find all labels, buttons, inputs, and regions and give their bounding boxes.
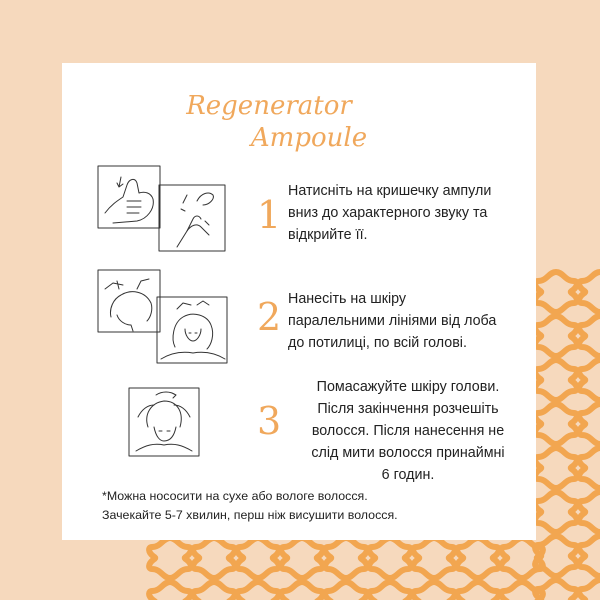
pattern-motif <box>579 536 600 576</box>
applying-ampoule-illustration <box>97 269 237 365</box>
pattern-motif <box>237 582 279 600</box>
instruction-card <box>62 63 536 540</box>
pattern-motif <box>535 404 577 444</box>
step-number: 2 <box>257 295 282 339</box>
pattern-motif <box>535 448 577 488</box>
product-title-line1: Regenerator <box>186 91 352 121</box>
footnote-line-2: Зачекайте 5-7 хвилин, перш ніж висушити волосся. <box>102 508 398 522</box>
step-number: 1 <box>257 193 282 237</box>
pattern-motif <box>149 538 191 578</box>
pattern-motif <box>579 360 600 400</box>
pattern-motif <box>579 316 600 356</box>
pattern-motif <box>149 582 191 600</box>
footnote-line-1: *Можна нососити на сухе або вологе волосся. <box>102 489 368 503</box>
pattern-motif <box>325 538 367 578</box>
pattern-motif <box>413 538 455 578</box>
scalp-massage-illustration <box>128 387 202 459</box>
step-text: Помасажуйте шкіру голови. Після закінчення розчешіть волосся. Після нанесення не слід мити волосся принаймні 6 годин. <box>311 379 505 483</box>
pattern-motif <box>369 538 411 578</box>
pattern-motif <box>193 582 235 600</box>
footnote <box>102 487 522 525</box>
pattern-motif <box>457 582 499 600</box>
pattern-motif <box>325 582 367 600</box>
pattern-motif <box>457 538 499 578</box>
pattern-motif <box>579 580 600 600</box>
pattern-motif <box>535 272 577 312</box>
pattern-motif <box>193 538 235 578</box>
pattern-motif <box>501 538 543 578</box>
pattern-motif <box>535 360 577 400</box>
pattern-motif <box>413 582 455 600</box>
pattern-motif <box>579 448 600 488</box>
pattern-motif <box>579 492 600 532</box>
pattern-motif <box>579 272 600 312</box>
pattern-motif <box>237 538 279 578</box>
pattern-motif <box>535 492 577 532</box>
pattern-motif <box>579 404 600 444</box>
pattern-motif <box>535 316 577 356</box>
pattern-motif <box>369 582 411 600</box>
pattern-motif <box>281 582 323 600</box>
step-text: Нанесіть на шкіру паралельними лініями від лоба до потилиці, по всій голові. <box>288 291 497 351</box>
product-title-line2: Ampoule <box>250 123 368 153</box>
step-text: Натисніть на кришечку ампули вниз до характерного звуку та відкрийте її. <box>288 183 492 243</box>
pattern-motif <box>281 538 323 578</box>
ampoule-opening-illustration <box>97 165 237 255</box>
step-number: 3 <box>257 399 282 443</box>
